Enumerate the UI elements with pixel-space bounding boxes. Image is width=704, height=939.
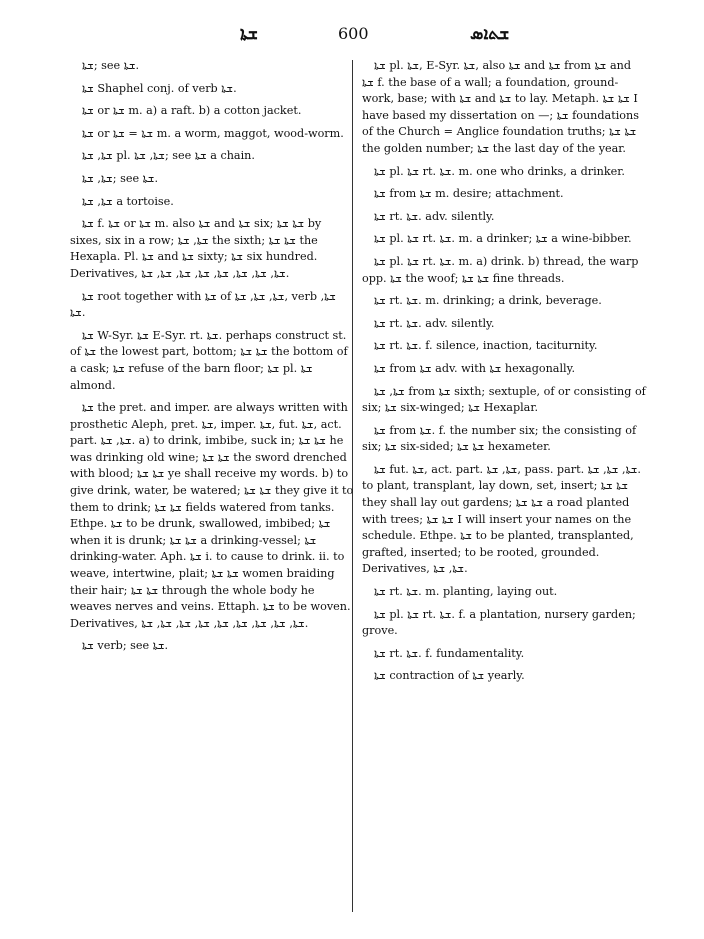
left-column	[70, 58, 354, 661]
dictionary-entry: ܫܬܐ the pret. and imper. are always written with prosthetic Aleph, pret. ܫܬܐ, imper. ܫܬܐ, fut. ܫܬܐ, act. part. ܫܬܐ, ܫܬܐ. a) to drink, imbibe, suck in; ܫܬܐ ܫܬܐ he was drinking old wine; ܫܬܐ ܫܬܐ the sword drenched with blood; ܫܬܐ ܫܬܐ ye shall receive my words. b) to give drink, water, be watered; ܫܬܐ ܫܬܐ they give it to them to drink; ܫܬܐ ܫܬܐ fields watered from tanks. Ethpe. ܫܬܐ to be drunk, swallowed, imbibed; ܫܬܐ when it is drunk; ܫܬܐ ܫܬܐ a drinking-vessel; ܫܬܐ drinking-water. Aph. ܫܬܐ i. to cause to drink. ii. to weave, intertwine, plait; ܫܬܐ ܫܬܐ women braiding their hair; ܫܬܐ ܫܬܐ through the whole body he weaves nerves and veins. Ettaph. ܫܬܐ to be woven. Derivatives, ܫܬܐ, ܫܬܐ, ܫܬܐ, ܫܬܐ, ܫܬܐ, ܫܬܐ, ܫܬܐ, ܫܬܐ, ܫܬܐ.	[70, 401, 354, 630]
dictionary-entry: ܫܬܐ from ܫܬܐ. f. the number six; the consisting of six; ܫܬܐ six-sided; ܫܬܐ ܫܬܐ hexameter.	[362, 423, 637, 454]
page-header	[0, 24, 704, 50]
dictionary-entry: ܫܬܐ or ܫܬܐ m. a) a raft. b) a cotton jacket.	[82, 104, 302, 118]
dictionary-entry: ܫܬܐ pl. ܫܬܐ rt. ܫܬܐ. f. a plantation, nursery garden; grove.	[362, 607, 636, 638]
dictionary-entry: ܫܬܐ rt. ܫܬܐ. f. fundamentality.	[374, 646, 525, 660]
dictionary-entry: ܫܬܐ W-Syr. ܫܬܐ E-Syr. rt. ܫܬܐ. perhaps construct st. of ܫܬܐ the lowest part, bottom; ܫܬܐ ܫܬܐ the bottom of a cask; ܫܬܐ refuse of the barn floor; ܫܬܐ pl. ܫܬܐ almond.	[70, 328, 348, 392]
dictionary-entry: ܫܬܐ rt. ܫܬܐ. adv. silently.	[374, 209, 495, 223]
dictionary-entry: ܫܬܐ contraction of ܫܬܐ yearly.	[374, 669, 525, 683]
dictionary-entry: ܫܬܐ rt. ܫܬܐ. f. silence, inaction, taciturnity.	[374, 339, 598, 353]
dictionary-entry: ܫܬܐ rt. ܫܬܐ. adv. silently.	[374, 316, 495, 330]
dictionary-entry: ܫܬܐ pl. ܫܬܐ rt. ܫܬܐ. m. a) drink. b) thread, the warp opp. ܫܬܐ the woof; ܫܬܐ ܫܬܐ fine threads.	[362, 254, 639, 285]
dictionary-entry: ܫܬܐ Shaphel conj. of verb ܫܬܐ.	[82, 81, 237, 95]
dictionary-entry: ܫܬܐ rt. ܫܬܐ. m. planting, laying out.	[374, 585, 558, 599]
dictionary-entry: ܫܬܐ, ܫܬܐ a tortoise.	[82, 194, 174, 208]
dictionary-entry: ܫܬܐ, ܫܬܐ; see ܫܬܐ.	[82, 171, 159, 185]
dictionary-entry: ܫܬܐ pl. ܫܬܐ rt. ܫܬܐ. m. one who drinks, a drinker.	[374, 164, 625, 178]
dictionary-entry: ܫܬܐ verb; see ܫܬܐ.	[82, 639, 169, 653]
dictionary-entry: ܫܬܐ root together with ܫܬܐ of ܫܬܐ, ܫܬܐ, ܫܬܐ, verb ܫܬܐ, ܫܬܐ.	[70, 289, 336, 320]
dictionary-entry: ܫܬܐ or ܫܬܐ = ܫܬܐ m. a worm, maggot, wood-worm.	[82, 126, 344, 140]
header-right-word: ܫܬܐܣ	[470, 24, 510, 44]
dictionary-entry: ܫܬܐ; see ܫܬܐ.	[82, 59, 140, 72]
page-number: 600	[338, 24, 369, 43]
dictionary-entry: ܫܬܐ from ܫܬܐ m. desire; attachment.	[374, 187, 564, 201]
dictionary-entry: ܫܬܐ, ܫܬܐ from ܫܬܐ sixth; sextuple, of or consisting of six; ܫܬܐ six-winged; ܫܬܐ Hexaplar.	[362, 384, 646, 415]
dictionary-entry: ܫܬܐ pl. ܫܬܐ, E-Syr. ܫܬܐ, also ܫܬܐ and ܫܬܐ from ܫܬܐ and ܫܬܐ f. the base of a wall; a foundation, ground-work, base; with ܫܬܐ and ܫܬܐ to lay. Metaph. ܫܬܐ ܫܬܐ I have based my dissertation on —; ܫܬܐ foundations of the Church = Anglice foundation truths; ܫܬܐ ܫܬܐ the golden number; ܫܬܐ the last day of the year.	[362, 59, 639, 155]
right-column	[362, 58, 646, 691]
dictionary-entry: ܫܬܐ f. ܫܬܐ or ܫܬܐ m. also ܫܬܐ and ܫܬܐ six; ܫܬܐ ܫܬܐ by sixes, six in a row; ܫܬܐ, ܫܬܐ the sixth; ܫܬܐ ܫܬܐ the Hexapla. Pl. ܫܬܐ and ܫܬܐ sixty; ܫܬܐ six hundred. Derivatives, ܫܬܐ, ܫܬܐ, ܫܬܐ, ܫܬܐ, ܫܬܐ, ܫܬܐ, ܫܬܐ, ܫܬܐ.	[70, 217, 322, 280]
dictionary-entry: ܫܬܐ fut. ܫܬܐ, act. part. ܫܬܐ, ܫܬܐ, pass. part. ܫܬܐ, ܫܬܐ, ܫܬܐ. to plant, transplant, lay down, set, insert; ܫܬܐ ܫܬܐ they shall lay out gardens; ܫܬܐ ܫܬܐ a road planted with trees; ܫܬܐ ܫܬܐ I will insert your names on the schedule. Ethpe. ܫܬܐ to be planted, transplanted, grafted, inserted; to be rooted, grounded. Derivatives, ܫܬܐ, ܫܬܐ.	[362, 462, 641, 576]
dictionary-entry: ܫܬܐ, ܫܬܐ pl. ܫܬܐ, ܫܬܐ; see ܫܬܐ a chain.	[82, 149, 255, 163]
header-left-word: ܫܬܐ	[240, 24, 258, 44]
dictionary-entry: ܫܬܐ pl. ܫܬܐ rt. ܫܬܐ. m. a drinker; ܫܬܐ a wine-bibber.	[374, 232, 632, 246]
dictionary-entry: ܫܬܐ rt. ܫܬܐ. m. drinking; a drink, beverage.	[374, 294, 602, 308]
dictionary-entry: ܫܬܐ from ܫܬܐ adv. with ܫܬܐ hexagonally.	[374, 361, 576, 375]
